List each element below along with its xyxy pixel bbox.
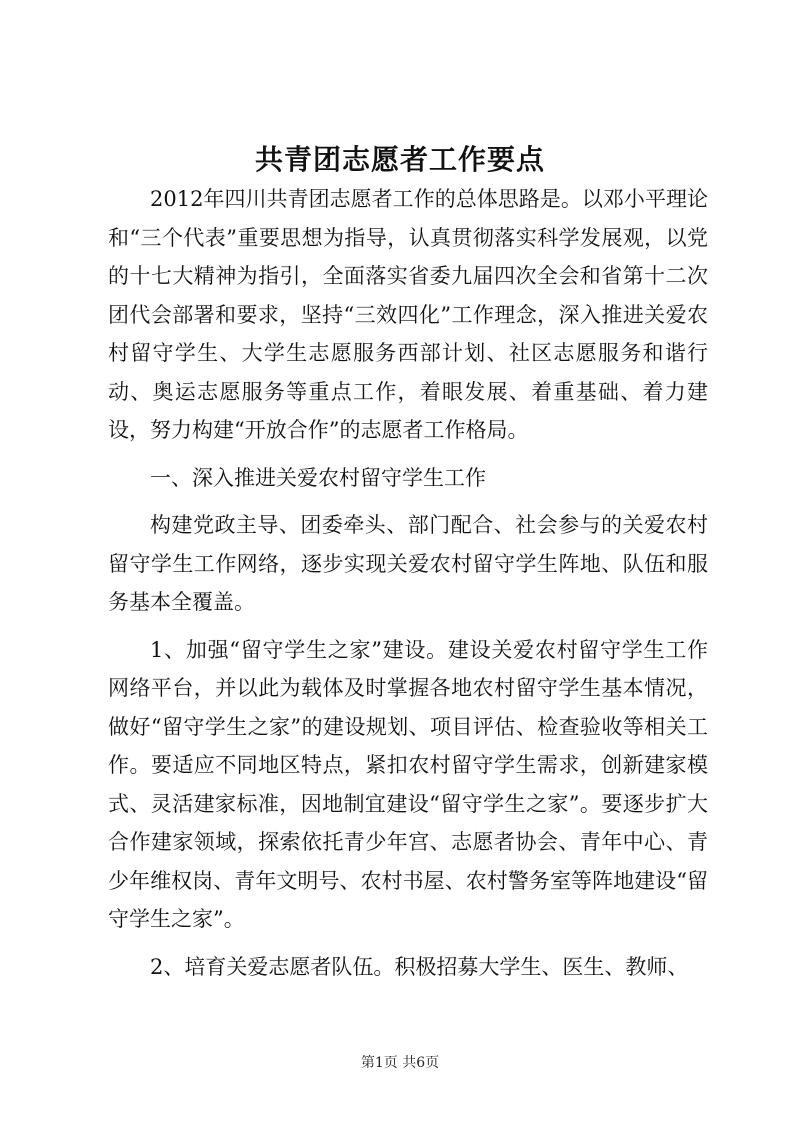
page-title: 共青团志愿者工作要点 (254, 143, 545, 176)
paragraph-section-1-intro: 构建党政主导、团委牵头、部门配合、社会参与的关爱农村留守学生工作网络，逐步实现关爱农村留守学生阵地、队伍和服务基本全覆盖。 (108, 513, 708, 614)
paragraph-overview: 2012年四川共青团志愿者工作的总体思路是。以邓小平理论和“三个代表”重要思想为指导，认真贯彻落实科学发展观，以党的十七大精神为指引，全面落实省委九届四次全会和省第十二次团代会部署和要求，坚持“三效四化”工作理念，深入推进关爱农村留守学生、大学生志愿服务西部计划、社区志愿服务和谐行动、奥运志愿服务等重点工作，着眼发展、着重基础、着力建设，努力构建“开放合作”的志愿者工作格局。 (108, 187, 708, 442)
page-number-label: 第1页 共6页 (360, 1055, 440, 1071)
page-footer (0, 1053, 800, 1073)
paragraph-item-2: 2、培育关爱志愿者队伍。积极招募大学生、医生、教师、 (150, 954, 689, 979)
document-body (108, 180, 708, 986)
paragraph-item-1: 1、加强“留守学生之家”建设。建设关爱农村留守学生工作网络平台，并以此为载体及时掌握各地农村留守学生基本情况，做好“留守学生之家”的建设规划、项目评估、检查验收等相关工作。要适应不同地区特点，紧扣农村留守学生需求，创新建家模式、灵活建家标准，因地制宜建设“留守学生之家”。要逐步扩大合作建家领域，探索依托青少年宫、志愿者协会、青年中心、青少年维权岗、青年文明号、农村书屋、农村警务室等阵地建设“留守学生之家”。 (108, 637, 708, 931)
section-heading-1: 一、深入推进关爱农村留守学生工作 (150, 465, 486, 490)
